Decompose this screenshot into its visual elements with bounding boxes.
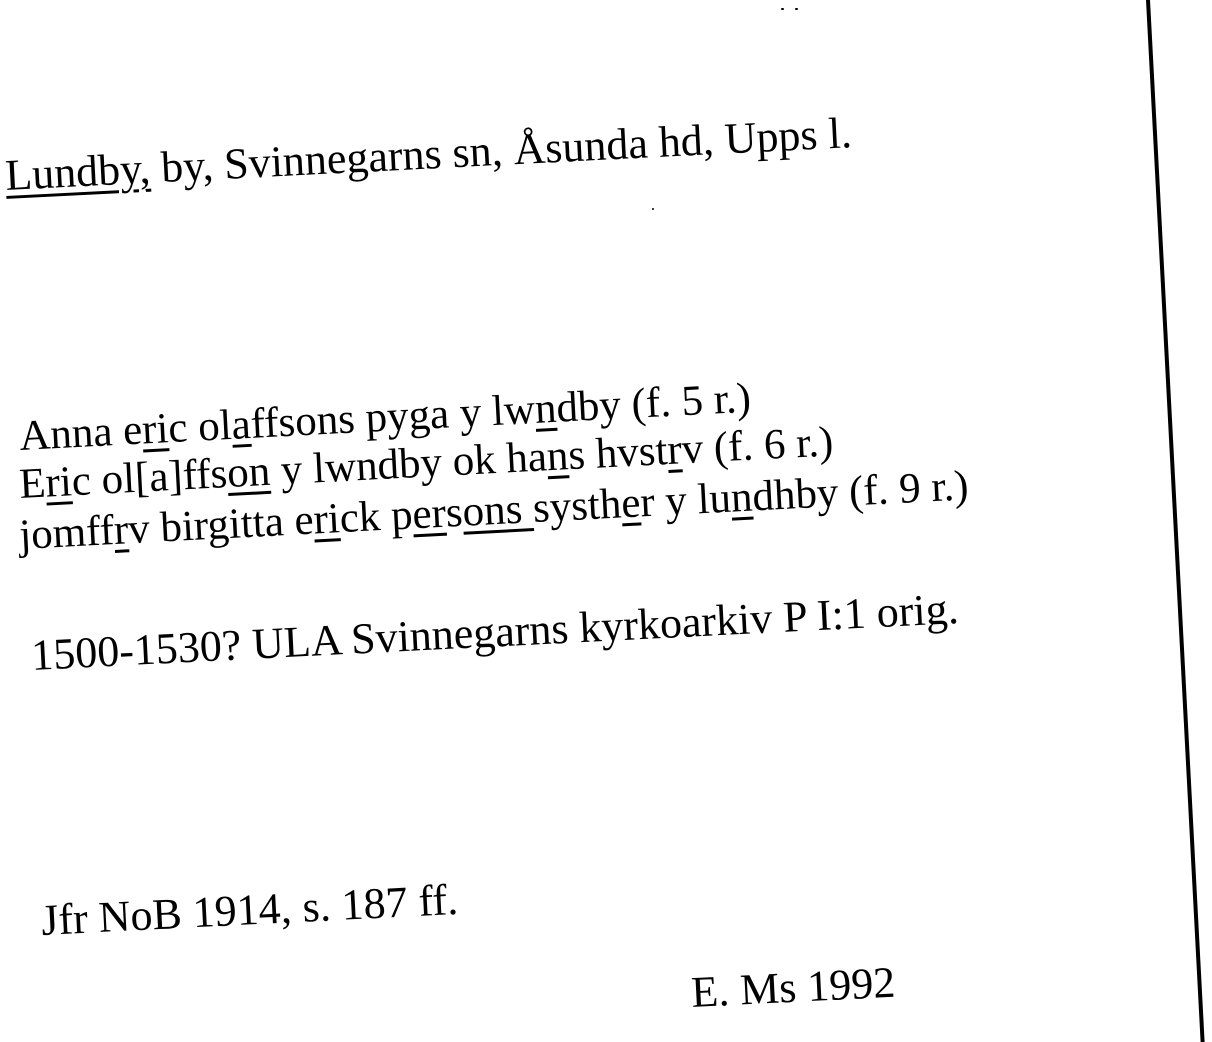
scan-speck <box>795 8 798 10</box>
underlined-segment: e <box>620 479 642 528</box>
text-segment: v birgitta e <box>126 496 315 554</box>
text-segment: dhby (f. 9 r.) <box>751 462 970 521</box>
underlined-segment: r <box>112 506 130 554</box>
text-segment: dby (f. 5 r.) <box>555 374 752 432</box>
source-citation: 1500-1530? ULA Svinnegarns kyrkoarkiv P I:1 orig. <box>30 584 960 680</box>
card-edge-line <box>1146 0 1205 1042</box>
text-segment: Anna e <box>18 406 144 460</box>
literature-reference: Jfr NoB 1914, s. 187 ff. <box>40 874 460 945</box>
underlined-segment: ri <box>140 405 170 454</box>
underlined-segment: er <box>411 489 448 539</box>
text-segment: systh <box>531 480 623 533</box>
card-heading <box>4 107 853 201</box>
underlined-segment: n <box>533 384 558 433</box>
text-segment: c ol <box>167 401 233 453</box>
text-segment: ffsons pyga y lw <box>249 385 537 448</box>
underlined-segment: r <box>666 426 683 474</box>
text-segment: r y lu <box>639 474 733 527</box>
scan-speck <box>652 208 654 210</box>
text-segment: s hvst <box>567 427 669 480</box>
text-segment: ck p <box>338 491 414 543</box>
underlined-segment: ri <box>44 458 74 507</box>
text-segment: c ol[a]ffs <box>70 450 229 506</box>
underlined-segment: ri <box>312 495 341 544</box>
text-segment: jomff <box>18 507 116 559</box>
scan-speck <box>781 8 784 10</box>
text-segment: E <box>18 459 47 508</box>
signature: E. Ms 1992 <box>690 957 897 1017</box>
underlined-segment: n <box>545 432 570 481</box>
place-name: Lundby, <box>4 143 152 200</box>
underlined-segment: a <box>230 400 252 449</box>
text-segment: s <box>444 488 464 537</box>
underlined-segment: on <box>225 447 272 498</box>
place-description: by, Svinnegarns sn, Åsunda hd, Upps l. <box>148 108 853 193</box>
underlined-segment: ons <box>461 485 535 536</box>
text-segment: y lwndby ok ha <box>268 433 549 495</box>
underlined-segment: n <box>729 473 754 522</box>
text-segment: v (f. 6 r.) <box>680 418 835 474</box>
